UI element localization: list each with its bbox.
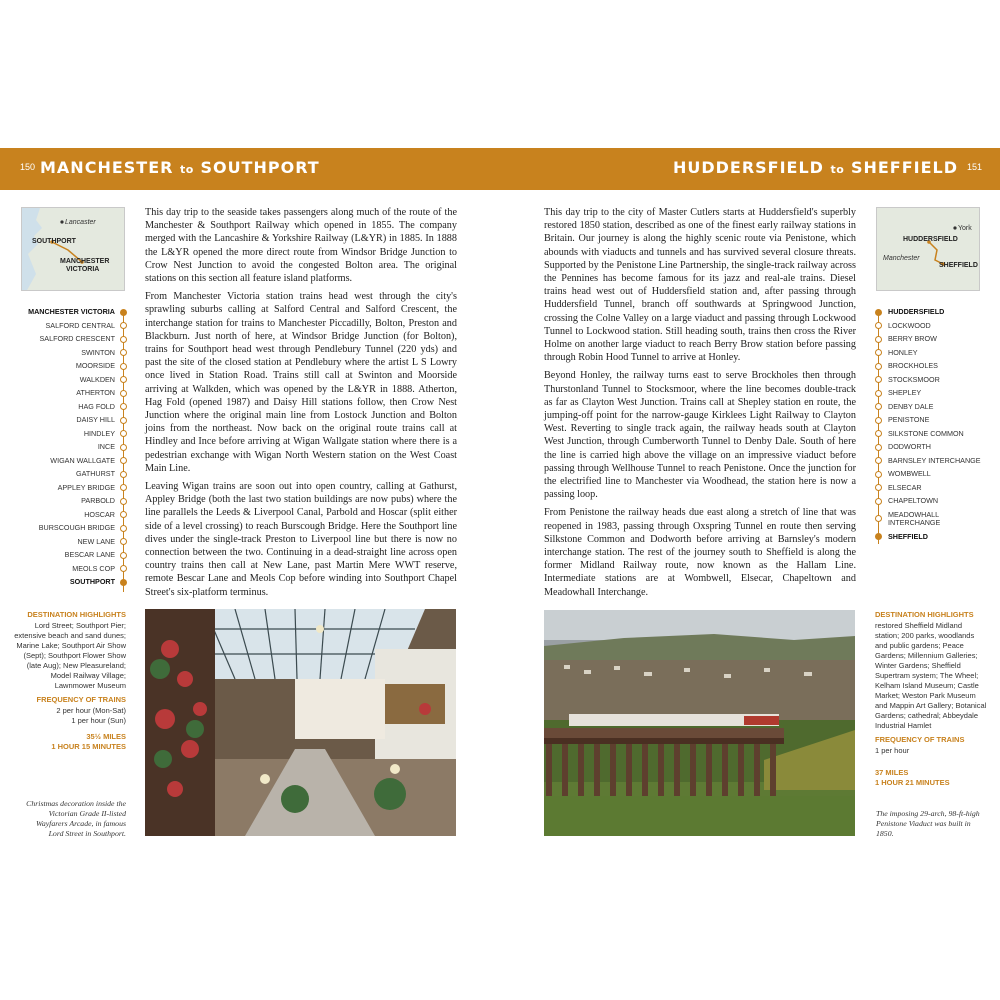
station-item [14,400,127,414]
station-item [875,508,990,530]
right-page-title [673,158,958,177]
station-marker [120,552,127,559]
right-map-graphic [877,208,980,291]
station-name: MEADOWHALL INTERCHANGE [888,509,941,527]
station-item [875,332,990,346]
station-item [14,508,127,522]
left-page-number: 150 [20,162,36,172]
left-body-text [145,206,457,604]
station-name: LOCKWOOD [888,320,931,330]
station-item [14,494,127,508]
right-page-number: 151 [966,162,982,172]
station-marker [875,376,882,383]
station-marker [875,349,882,356]
right-paragraph-2: Beyond Honley, the railway turns east to serve Brockholes then through Thurstonland Tunnel to Stocksmoor, where the line becomes double-track as far as Clayton West Junction. Trains call at Shepley station en route, the jumping-off point for the narrow-gauge Kirklees Light Railway to Clayton West. Reverting to single track again, the railway heads south at Clayton West Junction, through Cumberworth Tunnel to Denby Dale. South of here the line is carried high above the village on an impressive viaduct before passing through Wellhouse Tunnel to reach Penistone. Once the junction for the electrified line to Manchester via Woodhead, the station here is now a passing loop. [544,370,856,501]
left-title-from: MANCHESTER [40,158,174,177]
station-marker [120,538,127,545]
station-name: ELSECAR [888,482,922,492]
station-item [14,535,127,549]
left-highlights-heading: DESTINATION HIGHLIGHTS [27,610,126,619]
right-title-dest: SHEFFIELD [850,158,958,177]
station-item [875,373,990,387]
station-name: SOUTHPORT [69,577,115,586]
left-photo-caption: Christmas decoration inside the Victorian Grade II-listed Wayfarers Arcade, in famous Lord Street in Southport. [26,799,126,838]
station-marker [120,390,127,397]
station-name: SALFORD CENTRAL [45,320,115,330]
station-marker [875,533,882,540]
station-name: BERRY BROW [888,334,937,343]
station-marker [120,444,127,451]
left-map-label-lancaster: Lancaster [65,219,96,226]
station-marker [120,376,127,383]
station-marker [120,471,127,478]
station-item [14,562,127,576]
station-name: SHEFFIELD [888,531,928,541]
station-marker [875,363,882,370]
station-item [14,346,127,360]
station-item [14,373,127,387]
station-item [14,305,127,319]
station-name: NEW LANE [77,536,115,546]
station-name: MOORSIDE [75,361,115,370]
viaduct-photo [544,610,855,836]
station-item [14,454,127,468]
station-item [875,386,990,400]
left-map-label-victoria: VICTORIA [66,266,100,273]
station-item [14,521,127,535]
station-name: WIGAN WALLGATE [50,455,115,465]
right-title-to: to [830,163,845,176]
station-name: CHAPELTOWN [888,496,939,505]
station-item [875,440,990,454]
station-name: HAG FOLD [78,401,115,411]
station-marker [120,417,127,424]
station-marker [875,498,882,505]
left-duration: 1 HOUR 15 MINUTES [51,742,126,751]
right-map-label-york: York [958,225,972,232]
station-marker [120,336,127,343]
left-distance: 35½ MILES [86,732,126,741]
station-marker [875,457,882,464]
left-paragraph-2: From Manchester Victoria station trains head west through the city's sprawling suburbs calling at Salford Central and Salford Crescent, the interchange station for trains to Manchester Piccadilly, Bolton, Preston and Blackburn. Just north of here, at Windsor Bridge Junction (for Bolton), trains for Southport head west through Pendlebury Tunnel (220 yds) and past the site of the closed station at Pendlebury where the artist L S Lowry once lived in Station Road. Trains still call at Swinton and Moorside arriving at Walkden, which was opened by the L&YR in 1888. Atherton, Hag Fold (opened 1987) and Daisy Hill stations follow, then Crow Nest Junction where the original main line from Lostock Junction and Bolton joins from the northeast. Now back on the original route trains call at Hindley and Ince before arriving at Wigan Wallgate station where there is a pedestrian exchange with Wigan North Western station on the West Coast Main Line. [145,291,457,474]
station-marker [875,484,882,491]
right-highlights-text: restored Sheffield Midland station; 200 parks, woodlands and public gardens; Peace Gardens; Millennium Galleries; Winter Gardens; Sheffield Supertram system; The Wheel; Kelham Island Museum; Castle Market; Weston Park Museum and Mappin Art Gallery; Botanical Gardens; cathedral; Abbeydale Industrial Hamlet [875,621,987,730]
station-name: HUDDERSFIELD [888,307,945,316]
station-marker [875,515,882,522]
station-item [875,454,990,468]
right-duration: 1 HOUR 21 MINUTES [875,778,950,787]
station-marker [120,498,127,505]
station-name: MANCHESTER VICTORIA [28,307,115,316]
station-name: HINDLEY [83,428,115,438]
left-title-dest: SOUTHPORT [200,158,320,177]
station-item [14,548,127,562]
station-name: ATHERTON [76,388,115,397]
station-name: SILKSTONE COMMON [888,428,964,438]
station-item [14,427,127,441]
right-route-map [876,207,980,291]
left-frequency-line-1: 2 per hour (Mon-Sat) [56,706,126,715]
station-name: BESCAR LANE [64,550,115,559]
station-item [875,530,990,544]
left-frequency-line-2: 1 per hour (Sun) [71,716,126,725]
station-item [875,346,990,360]
station-name: BURSCOUGH BRIDGE [38,523,115,532]
station-item [875,359,990,373]
right-frequency-heading: FREQUENCY OF TRAINS [875,735,965,744]
station-name: HONLEY [888,347,918,357]
station-item [875,481,990,495]
arcade-photo [145,609,456,836]
right-title-from: HUDDERSFIELD [672,158,824,177]
station-item [14,481,127,495]
right-frequency-line-1: 1 per hour [875,746,910,755]
station-name: SWINTON [81,347,115,357]
station-name: MEOLS COP [72,563,115,573]
right-sidebar-info [875,606,987,788]
station-name: GATHURST [76,469,115,478]
right-photo-caption: The imposing 29-arch, 98-ft-high Penistone Viaduct was built in 1850. [876,809,980,838]
right-paragraph-1: This day trip to the city of Master Cutlers starts at Huddersfield's superbly restored 1850 station, described as one of the finest early railway stations in Britain. Our journey is along the highly scenic route via Penistone, which abounds with viaducts and tunnels and has survived several closure threats. Supported by the Penistone Line Partnership, the single-track railway across the Pennines has become famous for its jazz and real-ale trains. Diesel trains head west out of Huddersfield station and, after passing through Huddersfield Tunnel, branch off southwards at Springwood Junction, crossing the Colne Valley on a large viaduct and passing through Lockwood Tunnel to Lockwood station. Still heading south, trains then cross the River Holme on another large viaduct to reach Berry Brow station before passing through Robin Hood Tunnel to arrive at Honley. [544,207,856,364]
station-marker [875,309,882,316]
station-name: HOSCAR [84,509,115,519]
station-marker [120,349,127,356]
station-marker [875,322,882,329]
station-marker [875,471,882,478]
left-station-list [14,305,127,589]
station-name: DENBY DALE [888,401,934,411]
station-marker [120,363,127,370]
station-item [14,440,127,454]
station-marker [120,457,127,464]
right-map-label-sheffield: SHEFFIELD [939,262,978,269]
station-item [875,319,990,333]
station-item [14,359,127,373]
station-item [14,332,127,346]
station-marker [120,403,127,410]
station-marker [120,309,127,316]
station-marker [120,579,127,586]
station-name: WALKDEN [79,374,115,384]
station-marker [120,525,127,532]
station-name: DODWORTH [888,442,931,451]
left-frequency-heading: FREQUENCY OF TRAINS [36,695,126,704]
left-page-title [40,158,320,177]
station-name: SALFORD CRESCENT [39,334,115,343]
station-marker [875,403,882,410]
right-distance: 37 MILES [875,768,909,777]
left-map-label-manchester: MANCHESTER [60,258,110,265]
station-name: INCE [97,442,115,451]
left-sidebar-info [14,606,126,752]
station-name: SHEPLEY [888,388,922,397]
station-item [875,305,990,319]
right-map-label-huddersfield: HUDDERSFIELD [903,236,958,243]
right-station-list [875,305,990,543]
station-name: PENISTONE [888,415,930,424]
station-marker [120,430,127,437]
station-marker [875,390,882,397]
station-marker [875,444,882,451]
station-name: DAISY HILL [76,415,115,424]
station-marker [120,565,127,572]
right-highlights-heading: DESTINATION HIGHLIGHTS [875,610,974,619]
left-paragraph-3: Leaving Wigan trains are soon out into open country, calling at Gathurst, Appley Bridge (both the last two station buildings are now pubs) where the line parallels the Leeds & Liverpool Canal, Parbold and Hoscar (split either side of a level crossing) to reach Burscough Bridge. Here the Southport line dives under the single-track Preston to Liverpool line but there is now no connection between the two. Continuing in a dead-straight line across open country trains then call at New Lane, past Martin Mere WWT reserve, remote Bescar Lane and Meols Cop before winding into Southport Chapel Street's six-platform terminus. [145,481,457,598]
station-name: PARBOLD [81,496,115,505]
station-item [875,427,990,441]
station-name: BARNSLEY INTERCHANGE [888,455,981,465]
right-map-label-manchester: Manchester [883,255,920,262]
right-paragraph-3: From Penistone the railway heads due east along a stretch of line that was reopened in 1983, passing through Oxspring Tunnel en route then serving Silkstone Common and Dodworth before arriving at Barnsley's modern interchange station. The rest of the journey south to Sheffield is along the former Midland Railway route, now known as the Hallam Line. Intermediate stations are at Wombwell, Elsecar, Chapeltown and Meadowhall Interchange. [544,507,856,598]
station-marker [120,322,127,329]
right-body-text [544,206,856,604]
station-item [14,319,127,333]
station-marker [875,417,882,424]
left-route-map [21,207,125,291]
left-paragraph-1: This day trip to the seaside takes passengers along much of the route of the Manchester & Southport Railway which opened in 1855. The company merged with the Lancashire & Yorkshire Railway (L&YR) in 1885. In 1888 the L&YR opened the more direct route from Windsor Bridge Junction to Crow Nest Junction to avoid the congested Bolton area. The original stations on this section all feature island platforms. [145,207,457,285]
station-item [875,467,990,481]
station-item [14,386,127,400]
station-item [875,494,990,508]
station-name: STOCKSMOOR [888,374,940,384]
left-map-label-southport: SOUTHPORT [32,238,76,245]
left-title-to: to [180,163,194,176]
station-item [14,413,127,427]
station-item [875,413,990,427]
header-banner [0,148,1000,190]
station-name: BROCKHOLES [888,361,938,370]
station-marker [120,511,127,518]
station-item [875,400,990,414]
station-name: APPLEY BRIDGE [57,482,115,492]
station-item [14,575,127,589]
station-name: WOMBWELL [888,469,931,478]
station-item [14,467,127,481]
station-marker [875,430,882,437]
station-marker [120,484,127,491]
left-highlights-text: Lord Street; Southport Pier; extensive beach and sand dunes; Marine Lake; Southport Air Show (Sept); Southport Flower Show (late Aug); New Pleasureland; Model Railway Village; Lawnmower Museum [14,621,126,690]
station-marker [875,336,882,343]
